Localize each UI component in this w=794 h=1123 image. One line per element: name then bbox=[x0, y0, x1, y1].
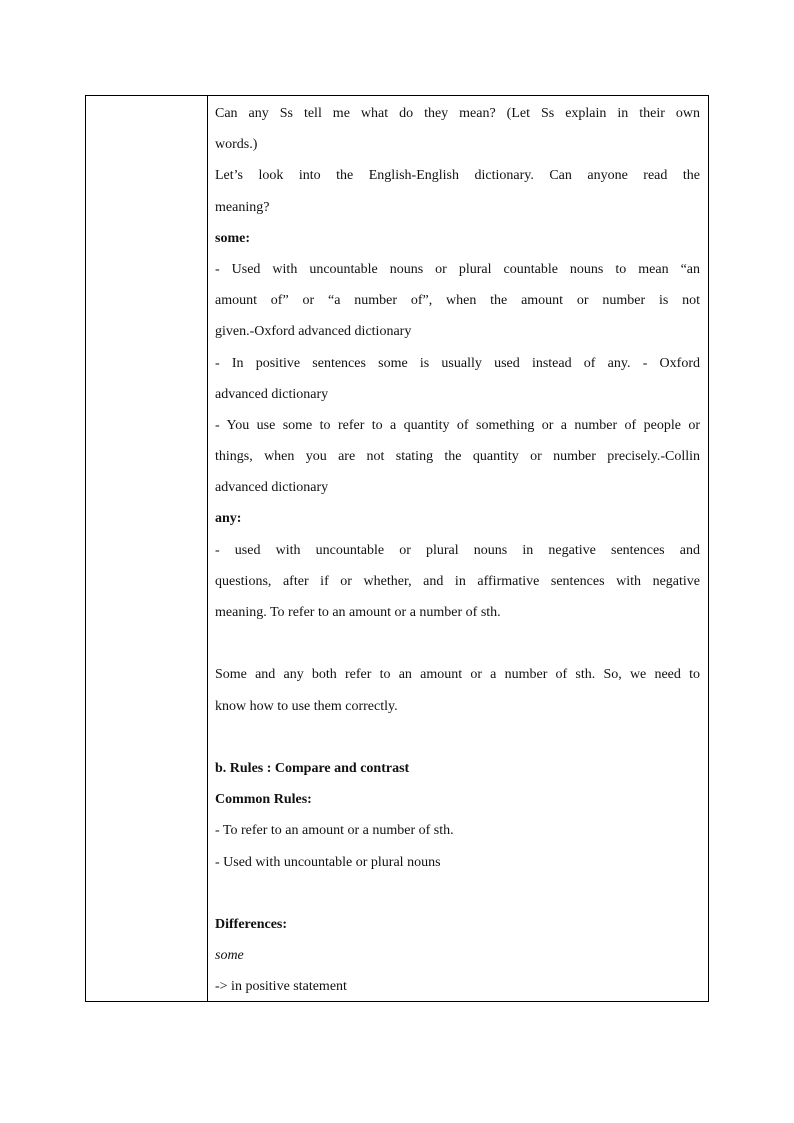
spacer bbox=[215, 878, 700, 909]
some-definition-1-line-2: amount of” or “a number of”, when the amount or number is not bbox=[215, 293, 700, 309]
spacer bbox=[215, 628, 700, 659]
differences-some-label: some bbox=[215, 948, 244, 964]
summary-line-1: Some and any both refer to an amount or a number of sth. So, we need to bbox=[215, 667, 700, 683]
intro-question-line-3: Let’s look into the English-English dictionary. Can anyone read the bbox=[215, 168, 700, 184]
common-rules-heading: Common Rules: bbox=[215, 792, 312, 808]
any-heading: any: bbox=[215, 511, 242, 527]
intro-question-line-1: Can any Ss tell me what do they mean? (Let Ss explain in their own bbox=[215, 106, 700, 121]
common-rule-1: - To refer to an amount or a number of sth. bbox=[215, 823, 454, 839]
content-cell bbox=[208, 96, 708, 1001]
some-definition-2-line-2: advanced dictionary bbox=[215, 386, 329, 402]
intro-question-line-2: words.) bbox=[215, 137, 258, 153]
some-definition-2-line-1: - In positive sentences some is usually used instead of any. - Oxford bbox=[215, 355, 700, 371]
any-definition-line-1: - used with uncountable or plural nouns in negative sentences and bbox=[215, 542, 700, 558]
left-column-cell bbox=[86, 96, 208, 1001]
common-rule-2: - Used with uncountable or plural nouns bbox=[215, 854, 441, 870]
any-definition-line-2: questions, after if or whether, and in affirmative sentences with negative bbox=[215, 573, 700, 589]
rules-heading: b. Rules : Compare and contrast bbox=[215, 760, 410, 776]
some-definition-1-line-3: given.-Oxford advanced dictionary bbox=[215, 324, 412, 340]
some-definition-1-line-1: - Used with uncountable nouns or plural countable nouns to mean “an bbox=[215, 261, 700, 277]
some-definition-3-line-2: things, when you are not stating the quantity or number precisely.-Collin bbox=[215, 449, 700, 465]
any-definition-line-3: meaning. To refer to an amount or a number of sth. bbox=[215, 605, 501, 620]
differences-heading: Differences: bbox=[215, 916, 288, 932]
lesson-table bbox=[85, 95, 709, 1002]
some-definition-3-line-3: advanced dictionary bbox=[215, 480, 329, 496]
intro-question-line-4: meaning? bbox=[215, 199, 270, 215]
summary-line-2: know how to use them correctly. bbox=[215, 698, 398, 714]
some-heading: some: bbox=[215, 230, 250, 246]
spacer bbox=[215, 722, 700, 753]
differences-rule-1: -> in positive statement bbox=[215, 979, 347, 995]
some-definition-3-line-1: - You use some to refer to a quantity of something or a number of people or bbox=[215, 417, 700, 433]
